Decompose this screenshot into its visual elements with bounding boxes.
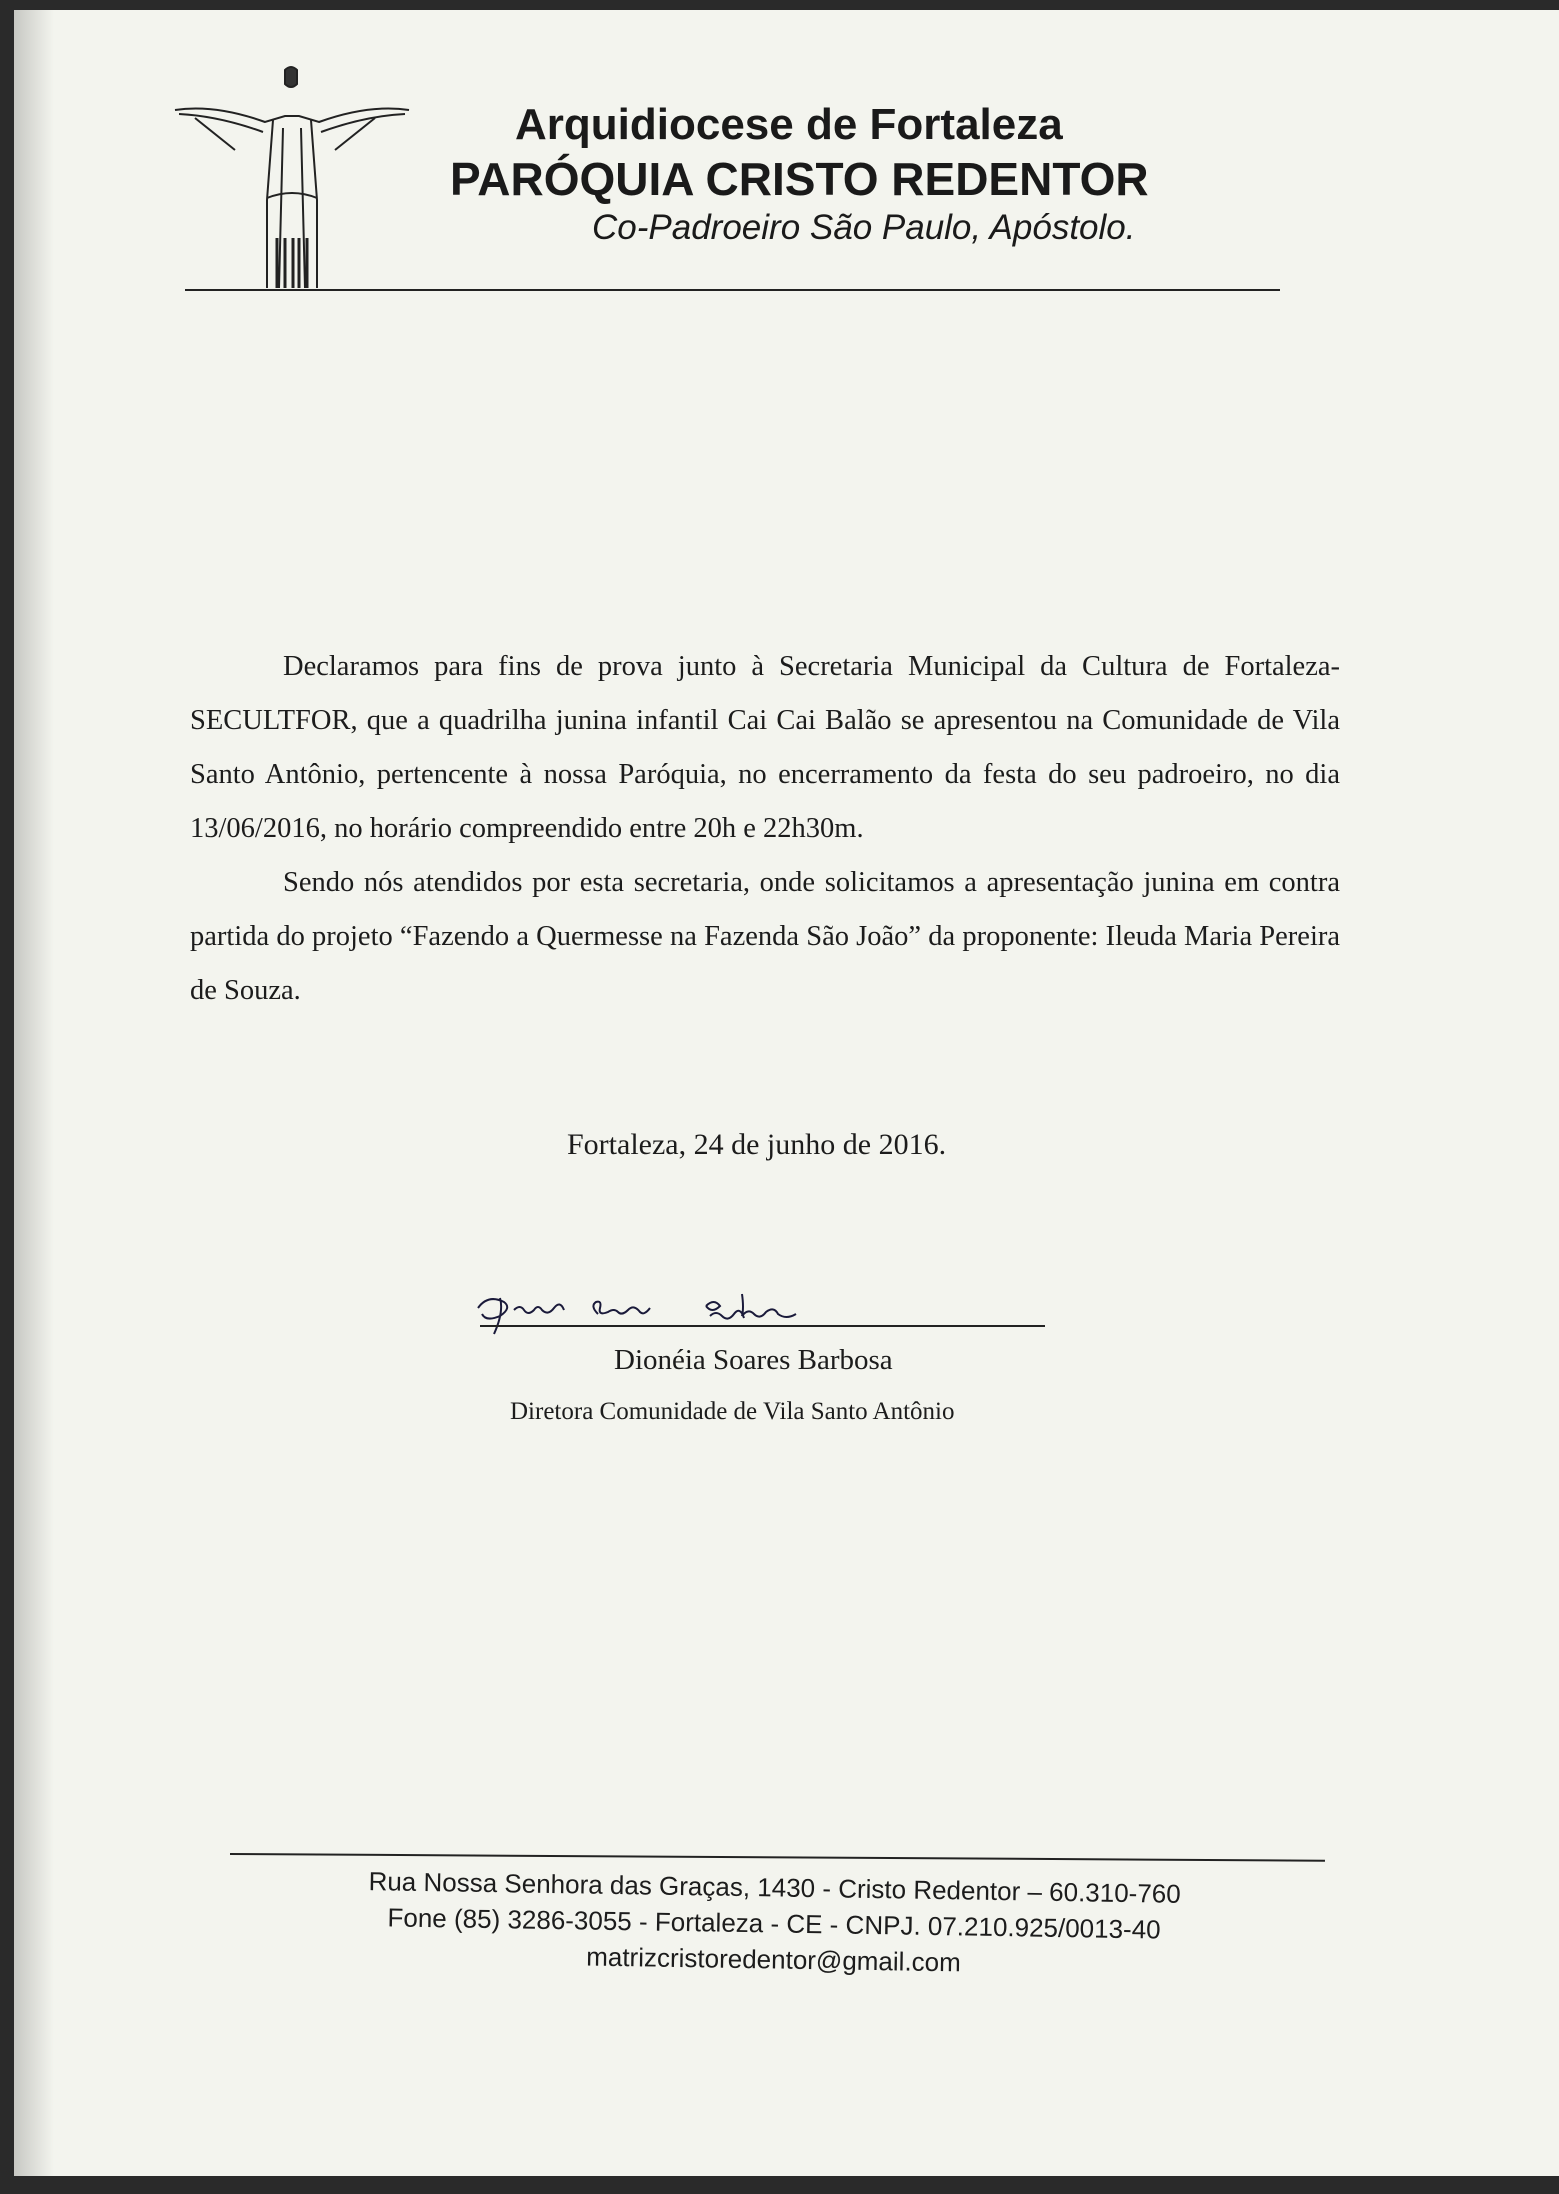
document-page — [14, 10, 1559, 2176]
parish-heading: PARÓQUIA CRISTO REDENTOR — [450, 153, 1149, 205]
request-paragraph: Sendo nós atendidos por esta secretaria, onde solicitamos a apresentação junina em contra partida do projeto “Fazendo a Quermesse na Fazenda São João” da proponente: Ileuda Maria Pereira de Souza. — [190, 867, 1340, 1006]
co-patron-subheading: Co-Padroeiro São Paulo, Apóstolo. — [592, 208, 1136, 247]
date-line: Fortaleza, 24 de junho de 2016. — [567, 1128, 947, 1161]
footer-contact — [298, 1862, 1250, 1985]
footer-email: matrizcristoredentor@gmail.com — [586, 1941, 962, 1978]
header-divider — [185, 289, 1280, 291]
handwritten-signature — [470, 1270, 1050, 1350]
footer-phone: Fone (85) 3286-3055 - Fortaleza - CE - CNPJ. 07.210.925/0013-40 — [387, 1902, 1161, 1945]
scan-edge-shadow — [14, 10, 54, 2176]
christ-redeemer-logo-icon — [165, 58, 420, 288]
archdiocese-heading: Arquidiocese de Fortaleza — [515, 100, 1063, 149]
signatory-name: Dionéia Soares Barbosa — [614, 1344, 893, 1376]
footer-address: Rua Nossa Senhora das Graças, 1430 - Cristo Redentor – 60.310-760 — [368, 1866, 1181, 1909]
declaration-paragraph: Declaramos para fins de prova junto à Secretaria Municipal da Cultura de Fortaleza-SECULTFOR, que a quadrilha junina infantil Cai Cai Balão se apresentou na Comunidade de Vila Santo Antônio, pertencente à nossa Paróquia, no encerramento da festa do seu padroeiro, no dia 13/06/2016, no horário compreendido entre 20h e 22h30m. — [190, 651, 1340, 844]
signatory-title: Diretora Comunidade de Vila Santo Antônio — [510, 1398, 955, 1425]
letter-body — [190, 640, 1340, 1018]
